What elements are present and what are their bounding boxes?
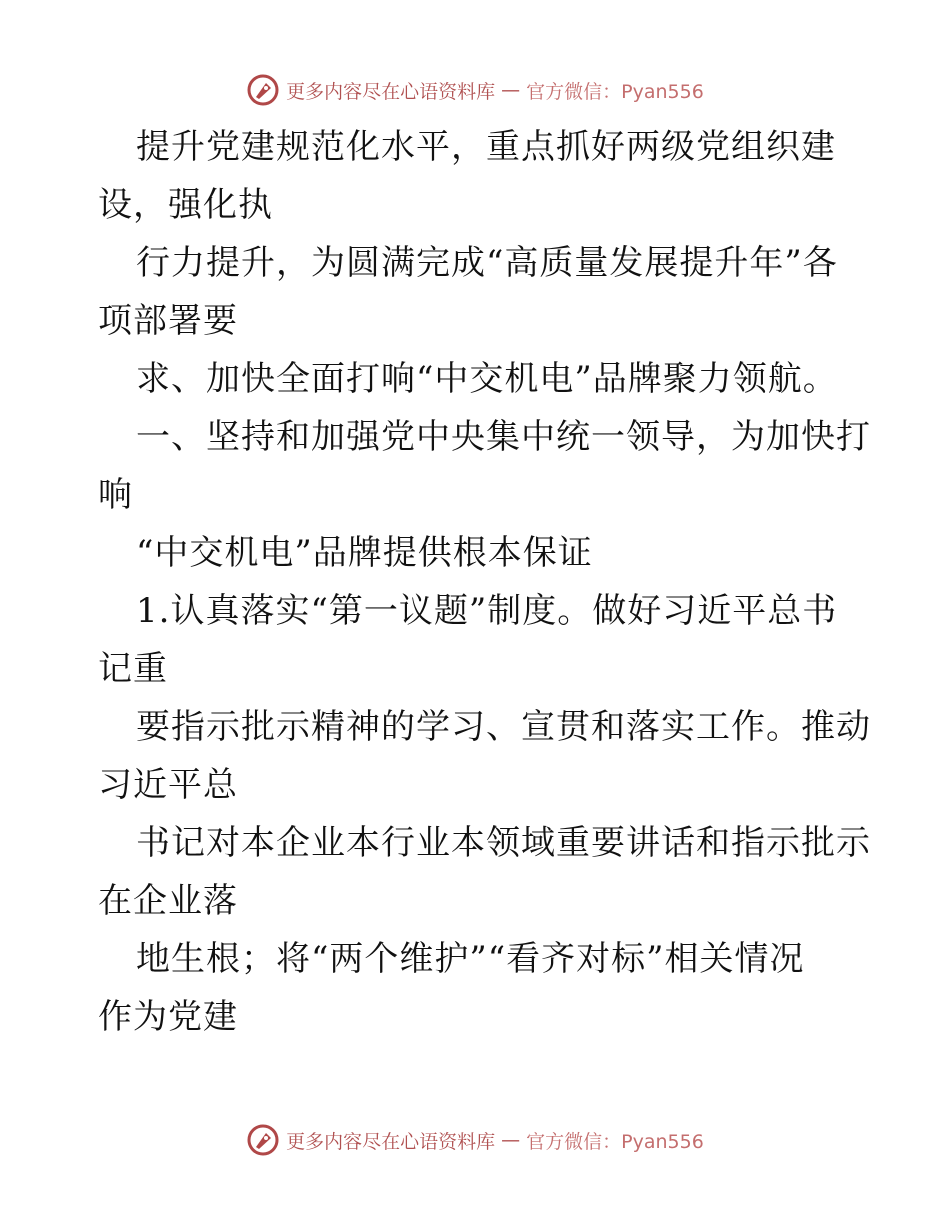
body-line: 行力提升，为圆满完成“高质量发展提升年”各 — [136, 243, 838, 283]
body-line: 地生根；将“两个维护”“看齐对标”相关情况 — [136, 939, 805, 979]
body-line: 求、加快全面打响“中交机电”品牌聚力领航。 — [136, 359, 838, 399]
footer-watermark — [0, 1120, 950, 1160]
header-watermark — [0, 70, 950, 110]
body-line: 记重 — [98, 649, 168, 689]
pen-nib-logo-icon — [246, 73, 280, 107]
body-line: 要指示批示精神的学习、宣贯和落实工作。推动 — [136, 707, 871, 747]
watermark-site-text: 更多内容尽在心语资料库 — [286, 80, 496, 103]
body-line: 1.认真落实“第一议题”制度。做好习近平总书 — [136, 591, 838, 631]
watermark-dash: — — [501, 1129, 521, 1151]
body-line: 提升党建规范化水平，重点抓好两级党组织建 — [136, 127, 836, 167]
body-line: 项部署要 — [98, 301, 238, 341]
document-body — [98, 118, 871, 1046]
body-line: 作为党建 — [98, 997, 238, 1037]
body-line: 在企业落 — [98, 881, 238, 921]
body-line: 习近平总 — [98, 765, 238, 805]
watermark-wechat-text: 官方微信：Pyan556 — [526, 80, 704, 103]
body-line: 响 — [98, 475, 133, 515]
watermark-site-text: 更多内容尽在心语资料库 — [286, 1130, 496, 1153]
watermark-wechat-text: 官方微信：Pyan556 — [526, 1130, 704, 1153]
body-line: 设，强化执 — [98, 185, 273, 225]
pen-nib-logo-icon — [246, 1123, 280, 1157]
watermark-dash: — — [501, 79, 521, 101]
section-heading-continued: “中交机电”品牌提供根本保证 — [136, 533, 593, 573]
body-line: 书记对本企业本行业本领域重要讲话和指示批示 — [136, 823, 871, 863]
section-heading: 一、坚持和加强党中央集中统一领导，为加快打 — [136, 417, 871, 457]
